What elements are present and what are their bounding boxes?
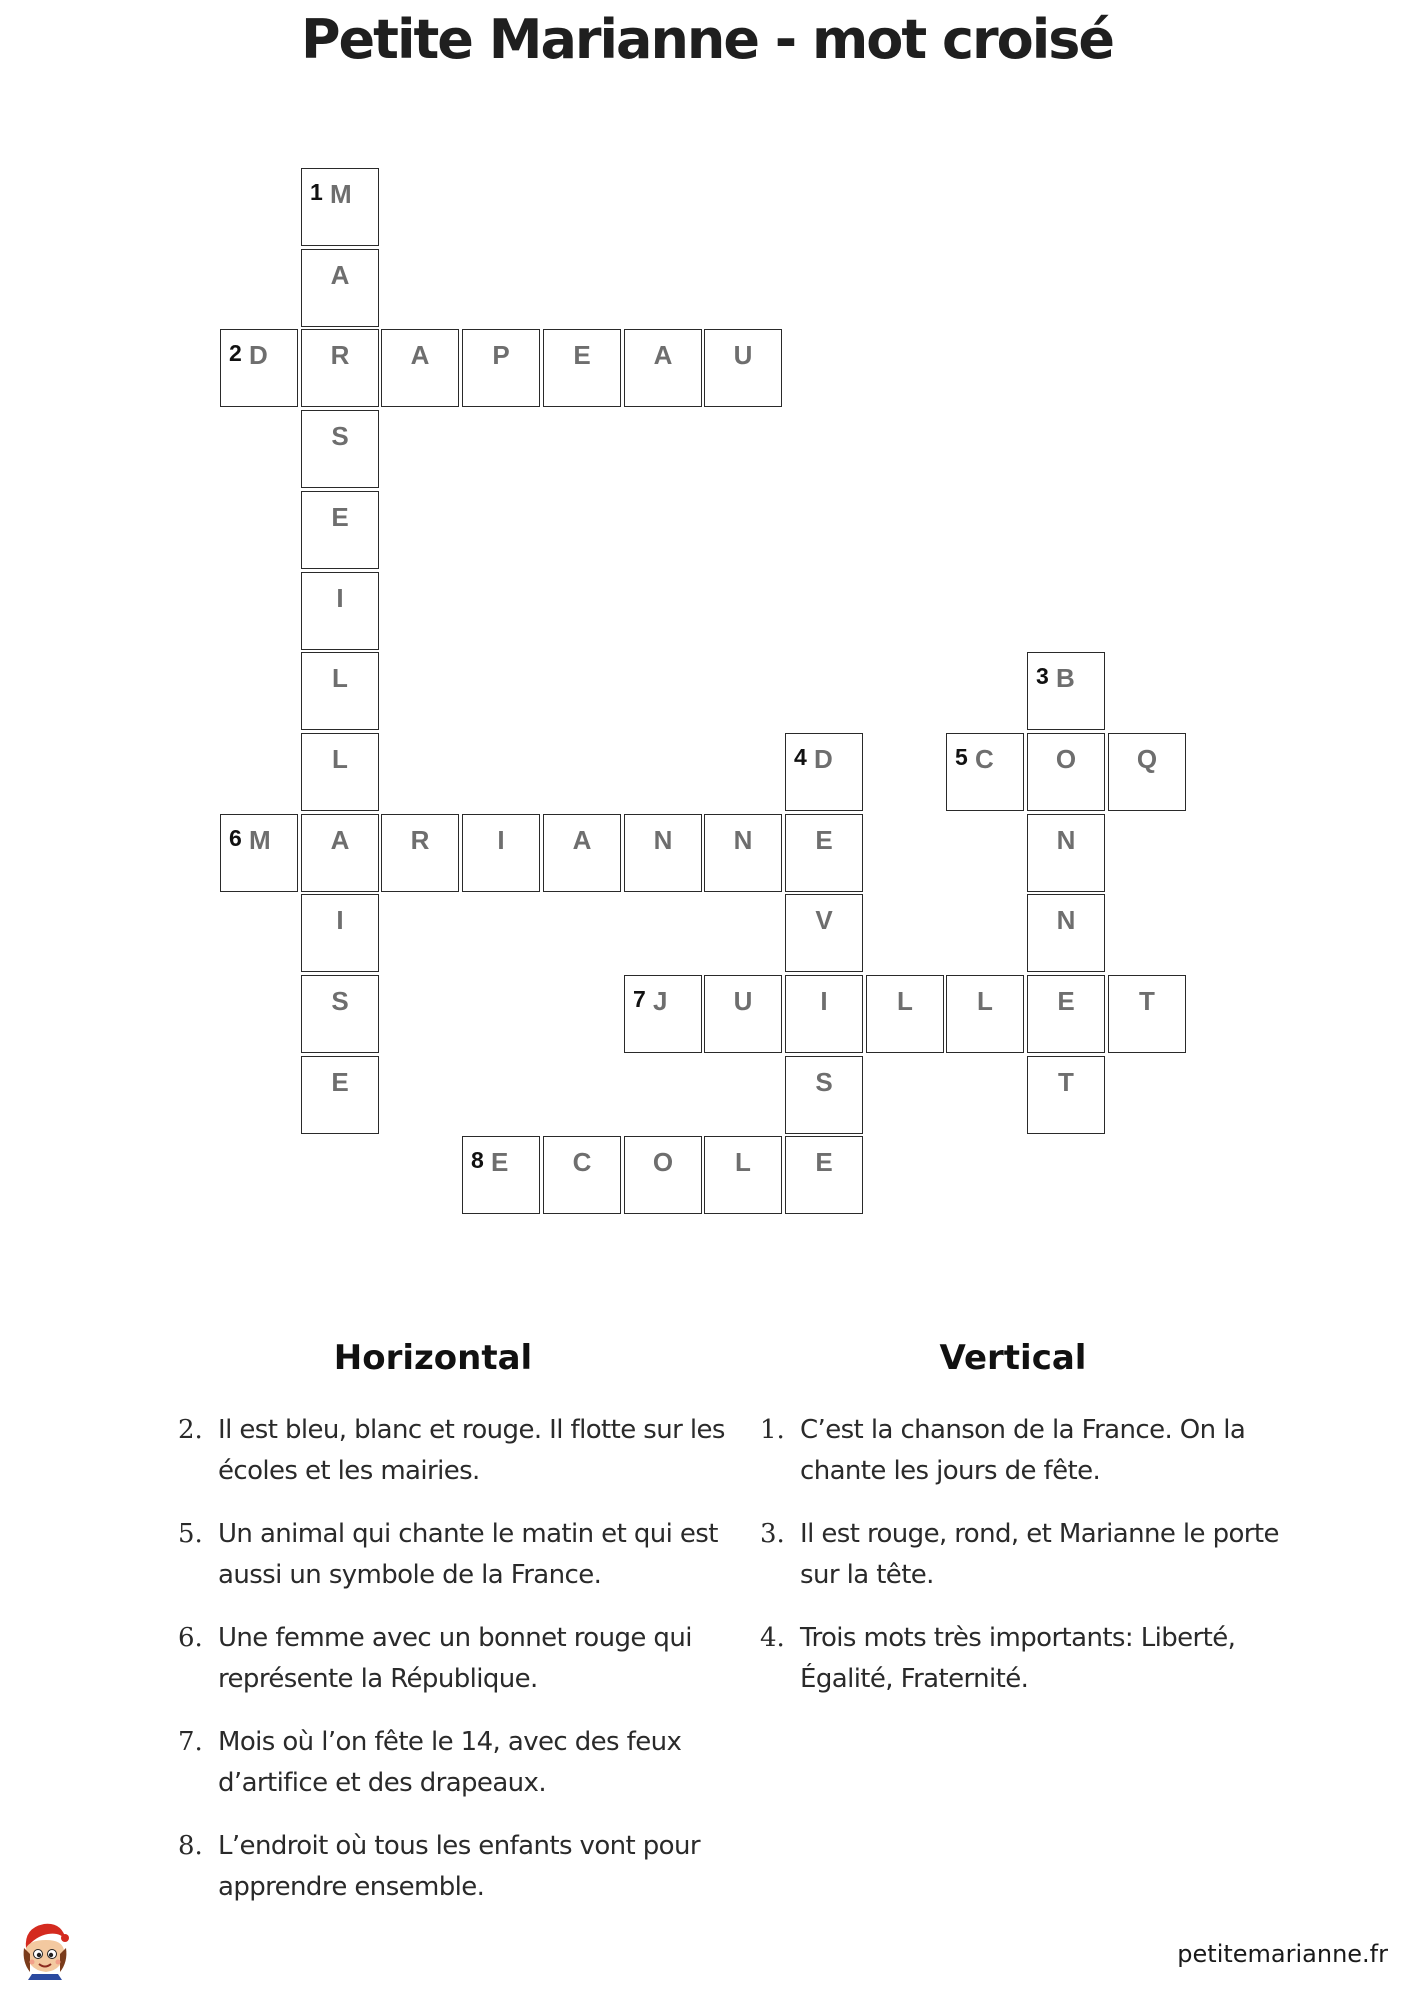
cell-letter: O — [1055, 744, 1077, 774]
crossword-cell[interactable] — [462, 814, 540, 892]
cell-letter: S — [815, 1067, 833, 1097]
crossword-cell[interactable] — [624, 1136, 702, 1214]
site-url: petitemarianne.fr — [1177, 1940, 1388, 1968]
cell-letter: L — [977, 986, 993, 1016]
clue-across-5 — [178, 1514, 738, 1596]
crossword-cell[interactable] — [624, 814, 702, 892]
cell-letter: E — [573, 340, 591, 370]
crossword-cell[interactable] — [946, 975, 1024, 1053]
cell-letter: A — [410, 340, 430, 370]
cell-letter: I — [336, 583, 344, 613]
cell-letter: N — [653, 825, 673, 855]
cell-letter: P — [492, 340, 510, 370]
clue-text: Il est rouge, rond, et Marianne le porte sur la tête. — [800, 1519, 1279, 1590]
clue-down-3 — [760, 1514, 1280, 1596]
cell-letter: C — [572, 1147, 592, 1177]
crossword-cell[interactable] — [220, 814, 298, 892]
clue-across-8 — [178, 1826, 738, 1908]
crossword-cell[interactable] — [785, 814, 863, 892]
crossword-cell[interactable] — [1027, 975, 1105, 1053]
cell-letter: L — [897, 986, 913, 1016]
crossword-cell[interactable] — [946, 733, 1024, 811]
cell-letter: E — [331, 502, 349, 532]
crossword-cell[interactable] — [381, 814, 459, 892]
crossword-cell[interactable] — [543, 814, 621, 892]
cell-letter: R — [330, 340, 350, 370]
crossword-cell[interactable] — [1027, 1056, 1105, 1134]
crossword-cell[interactable] — [866, 975, 944, 1053]
crossword-cell[interactable] — [1027, 652, 1105, 730]
clue-down-4 — [760, 1618, 1280, 1700]
cell-number: 2 — [229, 340, 242, 366]
clue-text: Une femme avec un bonnet rouge qui représente la République. — [218, 1623, 692, 1694]
crossword-cell[interactable] — [301, 975, 379, 1053]
clue-text: Mois où l’on fête le 14, avec des feux d’artifice et des drapeaux. — [218, 1727, 682, 1798]
marianne-mascot-icon — [18, 1918, 72, 1980]
cell-letter: O — [652, 1147, 674, 1177]
cell-letter: I — [497, 825, 505, 855]
cell-letter: E — [491, 1147, 509, 1177]
crossword-cell[interactable] — [785, 1136, 863, 1214]
crossword-cell[interactable] — [785, 733, 863, 811]
cell-number: 1 — [310, 179, 323, 205]
cell-letter: N — [733, 825, 753, 855]
crossword-cell[interactable] — [624, 975, 702, 1053]
down-clue-list — [760, 1410, 1280, 1722]
clue-text: Un animal qui chante le matin et qui est aussi un symbole de la France. — [218, 1519, 718, 1590]
crossword-cell[interactable] — [704, 329, 782, 407]
cell-letter: A — [330, 260, 350, 290]
cell-letter: T — [1139, 986, 1155, 1016]
crossword-cell[interactable] — [301, 329, 379, 407]
cell-number: 8 — [471, 1147, 484, 1173]
clue-number: 6. — [178, 1623, 203, 1653]
clue-number: 1. — [760, 1415, 785, 1445]
clue-text: Il est bleu, blanc et rouge. Il flotte sur les écoles et les mairies. — [218, 1415, 725, 1486]
clue-across-7 — [178, 1722, 738, 1804]
cell-letter: N — [1056, 905, 1076, 935]
crossword-cell[interactable] — [301, 733, 379, 811]
cell-letter: J — [653, 986, 668, 1016]
crossword-cell[interactable] — [301, 249, 379, 327]
crossword-cell[interactable] — [1027, 814, 1105, 892]
crossword-cell[interactable] — [624, 329, 702, 407]
page-title: Petite Marianne - mot croisé — [300, 8, 1114, 71]
crossword-cell[interactable] — [301, 814, 379, 892]
cell-letter: U — [733, 986, 753, 1016]
cell-letter: D — [249, 340, 268, 370]
clue-down-1 — [760, 1410, 1280, 1492]
clue-number: 4. — [760, 1623, 785, 1653]
cell-letter: A — [653, 340, 673, 370]
cell-number: 6 — [229, 825, 242, 851]
cell-letter: U — [733, 340, 753, 370]
crossword-cell[interactable] — [301, 652, 379, 730]
cell-letter: S — [331, 421, 349, 451]
clue-across-2 — [178, 1410, 738, 1492]
clue-number: 5. — [178, 1519, 203, 1549]
crossword-cell[interactable] — [543, 329, 621, 407]
crossword-cell[interactable] — [1108, 733, 1186, 811]
cell-letter: L — [735, 1147, 751, 1177]
crossword-cell[interactable] — [301, 572, 379, 650]
crossword-cell[interactable] — [704, 814, 782, 892]
clue-text: L’endroit où tous les enfants vont pour apprendre ensemble. — [218, 1831, 700, 1902]
crossword-cell[interactable] — [462, 329, 540, 407]
cell-number: 5 — [955, 744, 968, 770]
cell-letter: M — [249, 825, 271, 855]
clue-across-6 — [178, 1618, 738, 1700]
cell-letter: Q — [1136, 744, 1158, 774]
cell-letter: C — [975, 744, 994, 774]
cell-letter: E — [1057, 986, 1075, 1016]
cell-letter: M — [330, 179, 352, 209]
crossword-cell[interactable] — [301, 168, 379, 246]
clue-text: C’est la chanson de la France. On la chante les jours de fête. — [800, 1415, 1246, 1486]
crossword-cell[interactable] — [301, 410, 379, 488]
down-heading: Vertical — [939, 1338, 1087, 1378]
crossword-cell[interactable] — [785, 894, 863, 972]
crossword-cell[interactable] — [543, 1136, 621, 1214]
cell-letter: E — [331, 1067, 349, 1097]
crossword-cell[interactable] — [1027, 733, 1105, 811]
cell-letter: B — [1056, 663, 1075, 693]
cell-letter: D — [814, 744, 833, 774]
crossword-cell[interactable] — [462, 1136, 540, 1214]
cell-letter: I — [820, 986, 828, 1016]
clue-number: 8. — [178, 1831, 203, 1861]
crossword-cell[interactable] — [301, 1056, 379, 1134]
cell-letter: R — [410, 825, 430, 855]
crossword-cell[interactable] — [301, 491, 379, 569]
crossword-cell[interactable] — [704, 975, 782, 1053]
crossword-cell[interactable] — [785, 975, 863, 1053]
crossword-cell[interactable] — [220, 329, 298, 407]
crossword-cell[interactable] — [704, 1136, 782, 1214]
across-clue-list — [178, 1410, 738, 1930]
clue-text: Trois mots très importants: Liberté, Égalité, Fraternité. — [800, 1623, 1236, 1694]
cell-letter: T — [1058, 1067, 1074, 1097]
clue-number: 2. — [178, 1415, 203, 1445]
cell-letter: E — [815, 1147, 833, 1177]
cell-letter: V — [815, 905, 833, 935]
clue-number: 3. — [760, 1519, 785, 1549]
crossword-cell[interactable] — [1027, 894, 1105, 972]
crossword-cell[interactable] — [301, 894, 379, 972]
cell-number: 7 — [633, 986, 646, 1012]
cell-letter: A — [330, 825, 350, 855]
cell-letter: E — [815, 825, 833, 855]
cell-number: 4 — [794, 744, 807, 770]
crossword-cell[interactable] — [785, 1056, 863, 1134]
cell-letter: I — [336, 905, 344, 935]
cell-letter: N — [1056, 825, 1076, 855]
crossword-cell[interactable] — [381, 329, 459, 407]
across-heading: Horizontal — [333, 1338, 533, 1378]
clue-number: 7. — [178, 1727, 203, 1757]
cell-letter: L — [332, 744, 348, 774]
cell-letter: S — [331, 986, 349, 1016]
cell-number: 3 — [1036, 663, 1049, 689]
cell-letter: L — [332, 663, 348, 693]
cell-letter: A — [572, 825, 592, 855]
crossword-cell[interactable] — [1108, 975, 1186, 1053]
